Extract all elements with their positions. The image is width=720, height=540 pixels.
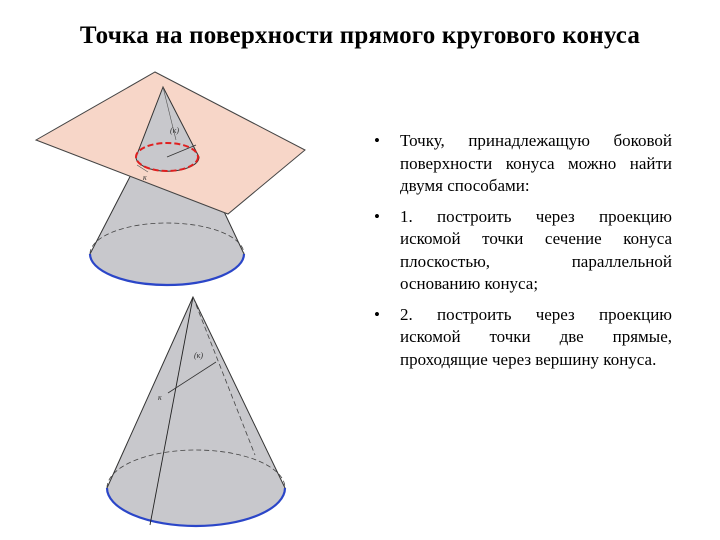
bullet-item [372,304,672,372]
bullet-item [372,206,672,296]
top-point-proj-label: (к) [170,126,180,135]
bottom-point-label: к [158,393,162,402]
bullet-dot: • [374,206,380,226]
top-cone [36,72,305,285]
bullet-dot: • [374,131,380,150]
top-point-label: к [143,173,147,182]
bottom-cone [107,297,285,526]
bullet-dot: • [374,304,380,324]
bottom-cone-body [107,297,285,526]
bottom-point-proj-label: (к) [194,351,204,360]
bullet-text: Точку, принадлежащую боковой поверхности конуса можно найти двумя способами: [400,131,672,195]
bullet-text: 2. построить через проекцию искомой точки две прямые, проходящие через вершину конуса. [400,304,672,369]
bullet-item [372,130,672,198]
bullet-text: 1. построить через проекцию искомой точки сечение конуса плоскостью, параллельной основанию конуса; [400,206,672,293]
page-title: Точка на поверхности прямого кругового конуса [79,22,641,49]
bullet-list [372,130,672,379]
